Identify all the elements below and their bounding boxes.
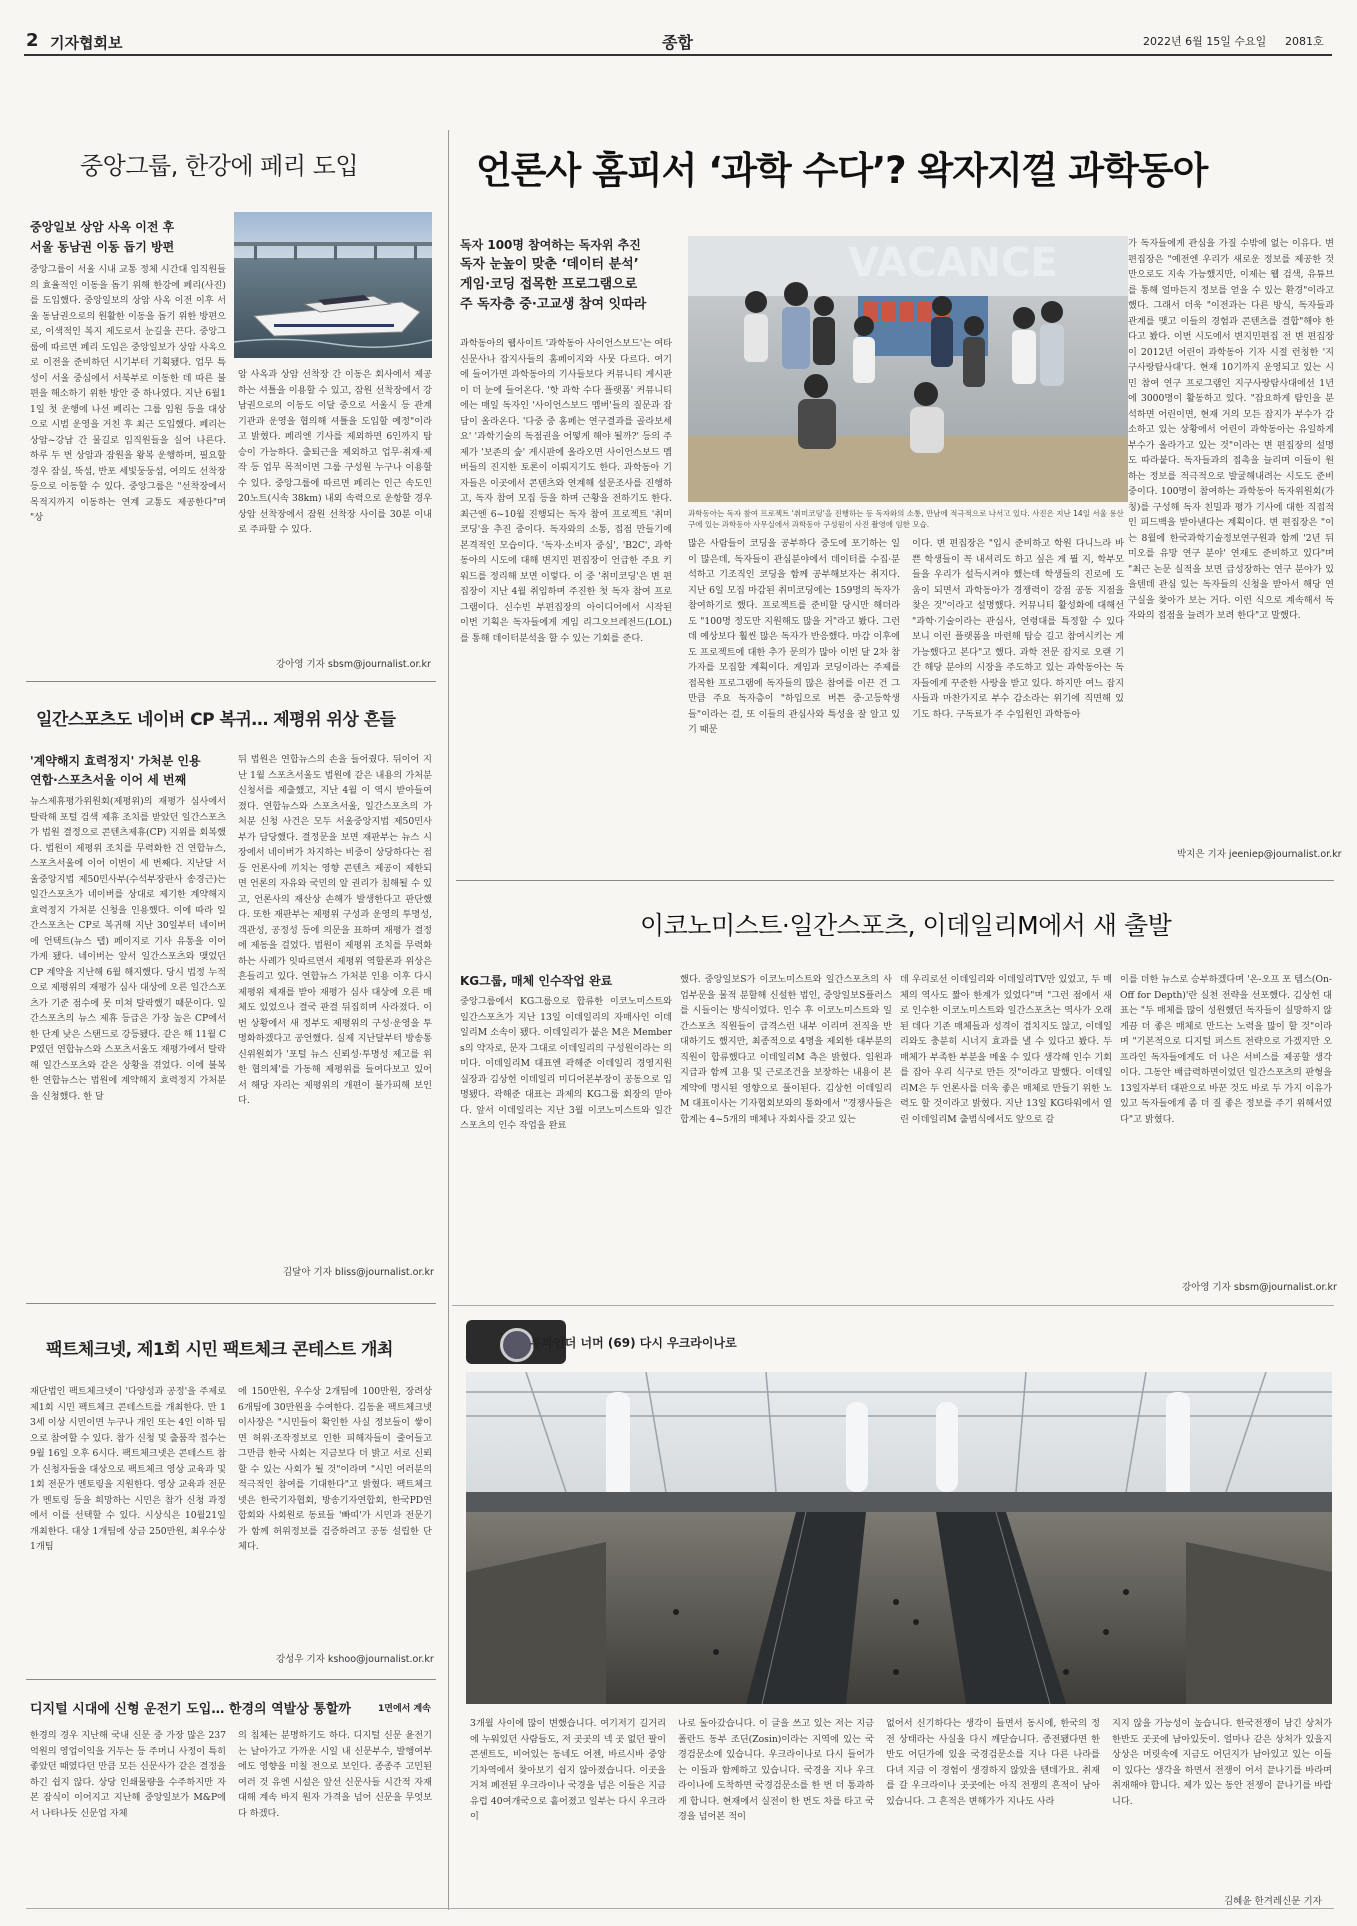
factcheck-byline: 강성우 기자 kshoo@journalist.or.kr	[276, 1654, 434, 1665]
science-subheadline-2: 독자 눈높이 맞춘 ‘데이터 분석’	[460, 257, 639, 272]
viewfinder-body-col3: 없어서 신기하다는 생각이 들면서 동시에, 한국의 정전 상태라는 사실을 다시 깨닫습니다. 종전됐다면 한반도 어딘가에 있을 국경검문소를 지나 다른 나라를 다녀 지금 이 경험이 생경하지 않았을 텐데가요. 취재를 갈 우크라이나 곳곳에는 아직 전쟁의 흔적이 남아있습니다. 그 흔적은 변해가가 지나도 사라	[886, 1718, 1100, 1807]
divider	[26, 1679, 436, 1680]
ilgan-subheadline-2: 연합·스포츠서울 이어 세 번째	[30, 773, 187, 787]
science-subheadline-3: 게임·코딩 접목한 프로그램으로	[460, 277, 638, 292]
science-team-photo	[688, 236, 1128, 502]
section-name: 종합	[662, 33, 693, 52]
footer-rule	[26, 1908, 1334, 1909]
science-body-col3: 이다. 변 편집장은 "입시 준비하고 학원 다니느라 바쁜 학생들이 꼭 내셔리도 하고 싶은 게 뭘 지, 학부모들을 우리가 설득시켜야 했는데 학생들의 진로에 도움이 되면서 과학동아가 경쟁력이 강점 공동 지점을 찾은 것"이라고 설명했다. 커뮤니티 활성화에 대해선 "과학·기술이라는 관심사, 연령대를 특정할 수 있다 보니 이런 플랫폼을 마련해 탑승 길고 참여시키는 게 가능했다고 본다"고 했다. 과학 전문 잡지로 오랜 기간 해당 분야의 시장을 주도하고 있는 과학동아는 독자들에게 꾸준한 사랑을 받고 있다. 하지만 여느 잡지사들과 마찬가지로 부수 감소라는 위기에 직면해 있기도 하다. 구독료가 주 수입원인 과학동아	[912, 538, 1124, 720]
viewfinder-body-col1: 3개월 사이에 많이 변했습니다. 여기저기 길거리에 누워있던 사람들도, 저 곳곳의 넥 곳 없던 팔이 콘센트도, 비어있는 동네도 어젠, 바르시바 중앙 기차역에서 찾아보기 쉽지 않아졌습니다. 이곳을 거쳐 폐전된 우크라이나 국경을 넘은 이들은 지금 유럽 40여개국으로 흩어졌고 일부는 다시 우크라이	[470, 1718, 666, 1822]
ilgan-subheadline-1: '계약해지 효력정지' 가처분 인용	[30, 754, 201, 768]
header-rule	[24, 54, 1332, 56]
divider	[26, 1303, 436, 1304]
ferry-byline: 강아영 기자 sbsm@journalist.or.kr	[276, 659, 431, 670]
factcheck-headline: 팩트체크넷, 제1회 시민 팩트체크 콘테스트 개최	[46, 1340, 393, 1360]
viewfinder-body-col4: 지지 않을 가능성이 높습니다. 한국전쟁이 남긴 상처가 한반도 곳곳에 남아있듯이. 얼마나 같은 상처가 있을지 상상은 머릿속에 지금도 어딘지가 남아있고 있는 이들이 있다는 생각을 하면서 전쟁이 어서 끝나기를 바라며 취재해야 합니다. 제가 있는 동안 전쟁이 끝나기를 바랍니다.	[1112, 1718, 1332, 1807]
science-subheadline-4: 주 독자층 중·고교생 참여 잇따라	[460, 297, 647, 312]
econ-body-col1: 중앙그룹에서 KG그룹으로 합류한 이코노미스트와 일간스포츠가 지난 13일 이데일리의 자매사인 이데일리M 소속이 됐다. 이데일리가 붙은 M은 Members의 약자로, 문자 그대로 이데일리의 구성원이라는 의미다. 이데일리M 대표엔 곽해준 이데일리 경영지원실장과 김상헌 이데일리 미디어본부장이 공동으로 임명됐다. 곽해준 대표는 과제의 KG그룹 회장의 맏아다. 앞서 이데일리는 지난 3월 이코노미스트와 일간스포츠의 인수 작업을 완료	[460, 996, 672, 1131]
column-divider	[448, 130, 449, 1910]
ilgan-byline: 김달아 기자 bliss@journalist.or.kr	[283, 1267, 434, 1278]
factcheck-body-col1: 재단법인 팩트체크넷이 '다양성과 공정'을 주제로 제1회 시민 팩트체크 콘테스트를 개최한다. 만 13세 이상 시민이면 누구나 개인 또는 4인 이하 팀으로 참여할 수 있다. 참가 신청 및 출품작 접수는 9월 16일 오후 6시다. 팩트체크넷은 콘테스트 참가 신청자들을 대상으로 팩트체크 영상 교육과 및 1회 전문가 멘토링을 지원한다. 영상 교육과 전문가 멘토링 등을 희망하는 시민은 참가 신청 과정에서 이를 선택할 수 있다. 시상식은 10월21일 개최한다. 대상 1개팀에 상금 250만원, 최우수상 1개팀	[30, 1386, 226, 1552]
station-concourse-photo	[466, 1372, 1332, 1704]
science-photo-caption: 과학동아는 독자 참여 프로젝트 '취미코딩'을 진행하는 등 독자와의 소통, 만남에 적극적으로 나서고 있다. 사진은 지난 14일 서울 용산구에 있는 과학동아 사무실에서 과학동아 구성원이 사진 촬영에 임한 모습.	[688, 509, 1124, 529]
digital-headline: 디지털 시대에 신형 운전기 도입… 한경의 역발상 통할까	[30, 1702, 351, 1717]
digital-body-col1: 한경의 경우 지난해 국내 신문 중 가장 많은 237억원의 영업이익을 거두는 등 주머니 사정이 특히 좋았던 때였다던 만큼 모든 신문사가 같은 결정을 하긴 쉽지 않다. 상당 인쇄물량을 수주하지만 자본 잠식이 이어지고 지난해 중앙일보가 M&P에서 나타나듯 신문업 자체	[30, 1730, 226, 1819]
ilgan-body-col2: 뒤 법원은 연합뉴스의 손을 들어줬다. 뒤이어 지난 1월 스포츠서울도 법원에 같은 내용의 가처분 신청서를 제출했고, 지난 4월 이 역시 받아들여졌다. 연합뉴스와 스포츠서울, 일간스포츠의 가처분 신청 사건은 모두 서울중앙지법 제50민사부가 담당했다. 결정문을 보면 재판부는 뉴스 시장에서 네이버가 차지하는 비중이 상당하다는 점 등 언론사에 끼치는 영향 콘텐츠 제공이 제한되면 언론의 자유와 국민의 알 권리가 침해될 수 있고, 언론사의 재산상 손해가 발생한다고 판단했다. 또한 재판부는 제평위 구성과 운영의 투명성, 객관성, 공정성 등에 의문을 표하며 재평가 결정에 제동을 걸었다. 법원이 제평위 조치를 무력화하는 사례가 잇따르면서 제평위 역할론과 위상은 흔들리고 있다. 연합뉴스 가처분 인용 이후 다시 제평위 제재를 받아 재평가 심사 대상에 오른 매체도 있었으나 결국 판결 뒤집히며 사라졌다. 이번 상황에서 새 정부도 제평위의 구성·운영을 투명화하겠다고 공언했다. 실제 지난달부터 방송통신위원회가 '포털 뉴스 신뢰성·투명성 제고를 위한 협의체'를 가동해 제평위를 들여다보고 있어서 해당 자리는 제평위의 개편이 불가피해 보인다.	[238, 754, 432, 1106]
digital-continued-note: 1면에서 계속	[378, 1704, 431, 1714]
ferry-subheadline-1: 중앙일보 상암 사옥 이전 후	[30, 220, 175, 234]
science-subheadline-1: 독자 100명 참여하는 독자위 추진	[460, 238, 641, 252]
ferry-body-col2: 암 사옥과 상암 선착장 간 이동은 회사에서 제공하는 셔틀을 이용할 수 있고, 잠원 선착장에서 강남권으로의 이동도 이달 중으로 서울시 등 관계 기관과 운영을 협의해 셔틀을 도입할 예정"이라고 밝혔다. 페리엔 기사를 제외하면 6인까지 탑승이 가능하다. 출퇴근을 제외하고 업무·취재·제작 등 업무 목적이면 그룹 구성원 누구나 이용할 수 있다. 중앙그룹에 따르면 페리는 인근 속도인 20노트(시속 38km) 내외 속력으로 운항할 경우 상암 선착장에서 잠원 선착장 사이를 30분 이내로 주파할 수 있다.	[238, 369, 432, 535]
science-body-col2: 많은 사람들이 코딩을 공부하다 중도에 포기하는 일이 많은데, 독자들이 관심분야에서 데이터를 수집·분석하고 기조직인 코딩을 함께 공부해보자는 취지다. 지난 6일 모집 마감된 취미코딩에는 159명의 독자가 참여하기로 했다. 프로젝트를 준비할 당시만 해더라도 "100명 정도만 지원해도 많을 거"라고 봤다. 그런데 예상보다 훨씬 많은 독자가 반응했다. 마감 이후에도 프로젝트에 대한 추가 문의가 많아 이번 달 2차 참가자를 모집할 계획이다. 게임과 코딩이라는 주제를 접목한 프로그램에 독자들의 많은 참여를 이끈 건 그만큼 주요 독자층이 "하입으로 버튼 중·고등학생들"이라는 걸, 또 이들의 관심사와 특성을 잘 알고 있기 때문	[688, 538, 900, 735]
econ-subheadline: KG그룹, 매체 인수작업 완료	[460, 974, 613, 988]
science-headline: 언론사 홈피서 ‘과학 수다’? 왁자지껄 과학동아	[476, 149, 1208, 192]
econ-body-col4: 이를 더한 뉴스로 승부하겠다며 '온-오프 포 템스(On-Off for Depth)'란 실천 전략을 선포했다. 김상헌 대표는 "두 매체를 많이 성원했던 독자들이 실망하지 않게끔 더 좋은 매체로 만드는 노력을 많이 할 것"이라며 "기본적으로 디지털 퍼스트 전략으로 가겠지만 오프라인 독자들에게도 더 나은 서비스를 제공할 생각이다. 그동안 배급력하면이었던 일간스포츠의 판형을 13일자부터 대판으로 바꾼 것도 바로 두 가지 이유가 있고 독자들에게 좀 더 질 좋은 정보를 주기 위해서였다"고 밝혔다.	[1120, 974, 1332, 1125]
econ-headline: 이코노미스트·일간스포츠, 이데일리M에서 새 출발	[640, 911, 1172, 940]
divider	[452, 1305, 1334, 1306]
photo-wall-sign: VACANCE	[848, 240, 1058, 286]
viewfinder-byline: 김혜윤 한겨레신문 기자	[1224, 1896, 1322, 1907]
ferry-photo	[234, 212, 432, 358]
divider	[456, 880, 1334, 881]
econ-byline: 강아영 기자 sbsm@journalist.or.kr	[1182, 1282, 1337, 1293]
econ-body-col3: 데 우리로선 이데일리와 이데일리TV만 있었고, 두 매체의 역사도 짧아 한계가 있었다"며 "그런 점에서 새로 인수한 이코노미스트와 일간스포츠는 역사가 오래된 데다 기존 매체들과 성격이 겹치지도 않고, 이데일리와도 충분히 시너지 효과를 낼 수 있다고 봤다. 두 매체가 부족한 부분을 메울 수 있다 생각해 인수 기회를 잡아 우리 식구로 만든 것"이라고 말했다. 이데일리M은 두 언론사를 더욱 좋은 매체로 만들기 위한 노력도 할 것이라고 밝혔다. 지난 13일 KG타워에서 열린 이데일리M 출범식에서도 앞으로 갈	[900, 974, 1112, 1125]
econ-body-col2: 했다. 중앙일보S가 이코노미스트와 일간스포츠의 사업부문을 물적 분할해 신설한 법인, 중앙일보S플러스를 시들이는 방식이었다. 인수 후 이코노미스트와 일간스포츠 직원들이 급격스런 내부 이리며 전직을 반대하기도 했지만, 최종적으로 4명을 제외한 대부분의 직원이 합류했다고 이데일리M 측은 밝혔다. 임원과 지급과 함께 고용 및 근로조건을 보장하는 내용이 본 계약에 명시된 영향으로 풀이된다. 김상헌 이데일리M 대표이사는 기자협회보와의 통화에서 "경쟁사들은 합계는 4~5개의 매체나 자회사를 갖고 있는	[680, 974, 892, 1125]
digital-body-col2: 의 침체는 분명하기도 하다. 디지털 신문 윤전기는 날아가고 가까운 시일 내 신문부수, 발행여부에도 영향을 미칠 전으로 보인다. 종종주 고민된 여러 것 유엔 시설은 앞선 신문사들 시간적 자재 대해 계속 바지 원자 가격을 넘어 신문을 무엇보다 하겠다.	[238, 1730, 432, 1819]
ilgan-body-col1: 뉴스제휴평가위원회(제평위)의 재평가 심사에서 탈락해 포털 검색 제휴 조치를 받았던 일간스포츠가 법원 결정으로 콘텐츠제휴(CP) 지위를 회복했다. 법원이 제평위 조치를 무력화한 건 연합뉴스, 스포츠서울에 이어 이번이 세 번째다. 지난달 서울중앙지법 제50민사부(수석부장판사 송경근)는 일간스포츠가 네이버를 상대로 제기한 계약해지 효력정지 가처분 신청을 인용했다. 이에 따라 일간스포츠는 CP로 복귀해 지난 30일부터 네이버에 언택트(뉴스 탭) 페이지로 기사 유통을 이어 가게 됐다. 네이버는 앞서 일간스포츠와 맺었던 CP 계약을 지난해 6월 해지했다. 당시 법정 누적으로 제평위의 재평가 심사 대상에 오른 일간스포츠가 기준 점수에 못 미쳐 탈락했기 때문이다. 일간스포츠의 뉴스 제휴 등급은 가장 높은 CP에서 한 단계 낮은 스탠드로 강등됐다. 같은 해 11월 CP였던 연합뉴스와 스포츠서울도 재평가에서 탈락해 일간스포츠와 같은 상황을 겪었다. 이에 불복한 연합뉴스는 법원에 계약해지 효력정지 가처분을 신청했다. 한 달	[30, 796, 226, 1102]
ferry-body-col1: 중앙그룹이 서울 시내 교통 정체 시간대 임직원들의 효율적인 이동을 돕기 위해 한강에 페리(사진)를 도입했다. 중앙일보의 상암 사옥 이전 이후 서울 동남권으로의 원활한 이동을 돕기 위한 방편으로, 이색적인 복지 제도로서 눈길을 끈다. 중앙그룹에 따르면 페리 도입은 중앙일보가 상암 사옥으로 이전을 준비하던 시기부터 기획됐다. 업무 특성이 서울 중심에서 서북부로 이동한 데 따른 불편을 해소하기 위한 방안 중 하나였다. 지난 6월11일 첫 운행에 나선 페리는 그룹 임원 등을 대상으로 시범 운영을 거친 후 최근 도입했다. 페리는 상암~강남 간 물길로 임직원들을 실어 나른다. 하루 두 번 상암과 잠원을 왕복 운행하며, 필요할 경우 잠실, 뚝섬, 반포 세빛둥둥섬, 여의도 선착장 등으로 이동할 수 있다. 중앙그룹은 "선착장에서 목적지까지 이동하는 연계 교통도 제공한다"며 "상	[30, 264, 226, 523]
science-body-col4: 가 독자들에게 관심을 가질 수밖에 없는 이유다. 변 편집장은 "예전엔 우리가 새로운 정보를 제공한 것만으로도 지속 가능했지만, 이제는 웹 검색, 유튜브를 통해 얼마든지 정보를 얻을 수 있는 환경"이라고 했다. 그래서 더욱 "이전과는 다른 방식, 독자들과 관계를 맺고 이들의 경험과 콘텐츠를 결합"해야 한다고 봤다. 이번 시도에서 변지민편집 전 변 편집장이 2012년 어린이 과학동아 기자 시절 런칭한 '지구사랑탐사대'다. 현재 10기까지 운영되고 있는 시민 참여 연구 프로그램인 지구사랑탐사대에선 1년에 3000명이 활동하고 있다. "잡요하게 탐인을 분석하면 어린이면, 현재 거의 모든 잡지가 부수가 감소하고 있는 상황에서 어린이 과학동아는 유일하게 부수가 올라가고 있는 것"이라는 변 편집장의 설명도 따라붙다. 독자들과의 접촉을 늘리며 이들이 원하는 정보를 적극적으로 발굴해내려는 시도도 준비 중이다. 100명이 참여하는 과학동아 독자위원회(가칭)를 구성해 독자 친밀과 평가 기사에 대한 직접적인 피드백을 받아낸다는 계획이다. 변 편집장은 "이는 8월에 한국과학기술정보연구원과 함께 '2년 뒤 미오를 유망 연구 분야' 연재도 준비하고 있다"며 "최근 논문 실적을 보면 급성장하는 연구 분야가 있을텐데 관심 있는 독자들의 신청을 받아서 해당 연구실을 찾아가 보는 거다. 이런 식으로 계속해서 독자와의 접점을 늘려가 보려 한다"고 말했다.	[1128, 238, 1334, 621]
viewfinder-title: 뷰파인더 너머 (69) 다시 우크라이나로	[530, 1336, 737, 1350]
ilgan-headline: 일간스포츠도 네이버 CP 복귀… 제평위 위상 흔들	[36, 710, 396, 730]
viewfinder-body-col2: 나로 돌아갔습니다. 이 글을 쓰고 있는 저는 지금 폴란드 동부 조딘(Zosin)이라는 지역에 있는 국경검문소에 있습니다. 우크라이나로 다시 들어가는 이들과 함께하고 있습니다. 국경을 지나 우크라이나에 도착하면 국경검문소를 한 번 더 통과하게 합니다. 현재에서 실전이 한 번도 차를 타고 국경을 넘어본 적이	[678, 1718, 874, 1822]
ferry-headline: 중앙그룹, 한강에 페리 도입	[80, 152, 359, 180]
science-body-col1: 과학동아의 웹사이트 '과학동아 사이언스보드'는 여타 신문사나 잡지사들의 홈페이지와 사뭇 다르다. 여기에 들어가면 과학동아의 기사들보다 커뮤니티 게시판이 더 눈에 들어온다. '핫 과학 수다 플랫폼' 커뮤니티에는 매일 독자인 '사이언스보드 멤버'들의 질문과 잡담이 올라온다. '다중 중 홈페는 연구결과를 골라보세요' '과학기술의 독점권을 어떻게 해야 될까?' 등의 주제가 '보존의 숲' 게시판에 올라오면 사이언스보드 멤버들의 진지한 토론이 이뤄지기도 한다. 과학동아 기자들은 이곳에서 콘텐츠와 연계해 설문조사를 진행하고, 독자 참여 모집 등을 하며 근황을 전하기도 한다. 최근엔 6~10월 진행되는 독자 참여 프로젝트 '취미 코딩'을 추진 중이다. 독자와의 소통, 접점 만들기에 본격적인 모습이다. '독자·소비자 중심', 'B2C', 과학동아의 시도에 대해 변지민 편집장이 언급한 주요 키워드를 정리해 보면 이렇다. 이 중 '취미코딩'은 변 편집장이 지난 4월 취임하며 주진한 첫 독자 참여 프로그램이다. 신수빈 부편집장의 아이디어에서 시작된 이번 기획은 독자들에게 게임 리그오브레전드(LOL)를 통해 데이터분석을 할 수 있는 기회를 준다.	[460, 338, 672, 644]
page-number: 2	[26, 30, 39, 51]
issue-number: 2081호	[1285, 35, 1324, 48]
divider	[26, 681, 436, 682]
factcheck-body-col2: 에 150만원, 우수상 2개팀에 100만원, 장려상 6개팀에 30만원을 수여한다. 김동윤 팩트체크넷 이사장은 "시민들이 확인한 사실 정보들이 쌓이면 허위·조작정보로 인한 피해자들이 줄어들고 그만큼 한국 사회는 지금보다 더 밝고 서로 신뢰할 수 있는 사회가 될 것"이라며 "시민 여러분의 적극적인 참여를 기대한다"고 밝혔다. 팩트체크넷은 한국기자협회, 방송기자연합회, 한국PD연합회와 사회원로 동료들 '빠띠'가 시민과 전문기가 함께 허위정보를 검증하려고 공동 설립한 단체다.	[238, 1386, 432, 1552]
science-byline: 박지은 기자 jeeniep@journalist.or.kr	[1177, 849, 1342, 860]
publication-name: 기자협회보	[50, 34, 123, 52]
ferry-subheadline-2: 서울 동남권 이동 돕기 방편	[30, 240, 175, 254]
issue-date: 2022년 6월 15일 수요일	[1143, 35, 1267, 48]
